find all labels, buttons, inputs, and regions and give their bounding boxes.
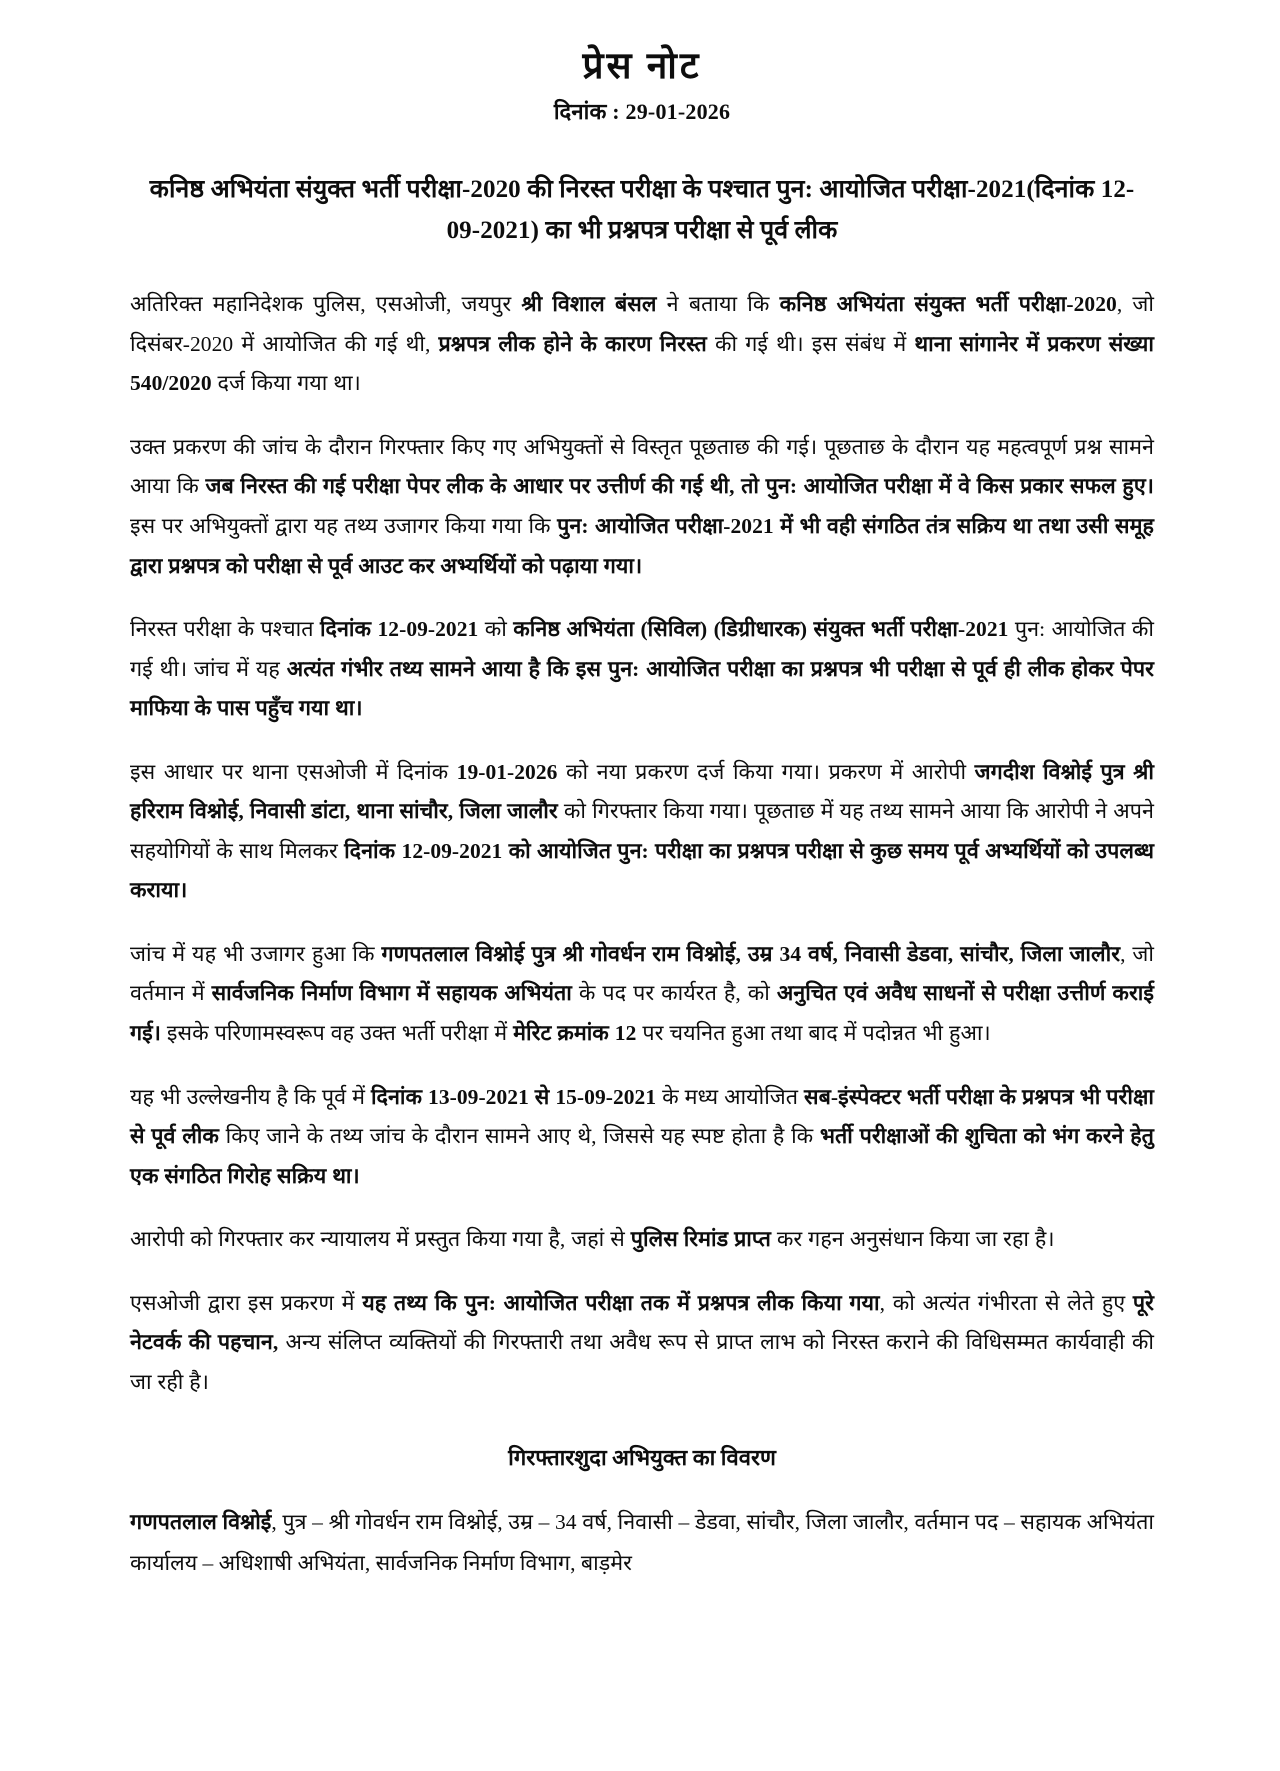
plain-text: अतिरिक्त महानिदेशक पुलिस, एसओजी, जयपुर [130, 292, 522, 317]
plain-text: यह भी उल्लेखनीय है कि पूर्व में [130, 1084, 371, 1109]
paragraph [130, 753, 1154, 911]
plain-text: , को अत्यंत गंभीरता से लेते हुए [879, 1290, 1133, 1315]
emphasis-text: थाना सांगानेर में प्रकरण संख्या 540/2020 [130, 331, 1155, 396]
emphasis-text: पुन: आयोजित परीक्षा-2021 में भी वही संगठित तंत्र सक्रिय था तथा उसी समूह द्वारा प्रश्नपत्र को परीक्षा से पूर्व आउट कर अभ्यर्थियों को पढ़ाया गया। [130, 513, 1154, 578]
emphasis-text: सार्वजनिक निर्माण विभाग में सहायक अभियंता [211, 981, 572, 1006]
emphasis-text: दिनांक 12-09-2021 को आयोजित पुन: परीक्षा का प्रश्नपत्र परीक्षा से कुछ समय पूर्व अभ्यर्थियों को उपलब्ध कराया। [130, 838, 1154, 903]
accused-details [130, 1502, 1154, 1584]
emphasis-text: जब निरस्त की गई परीक्षा पेपर लीक के आधार पर उत्तीर्ण की गई थी, तो पुन: आयोजित परीक्षा में वे किस प्रकार सफल हुए। [205, 474, 1154, 499]
plain-text: दर्ज किया गया था। [211, 371, 361, 396]
emphasis-text: गणपतलाल विश्नोई [130, 1510, 272, 1535]
plain-text: जांच में यह भी उजागर हुआ कि [130, 941, 382, 966]
emphasis-text: अत्यंत गंभीर तथ्य सामने आया है कि इस पुन: आयोजित परीक्षा का प्रश्नपत्र भी परीक्षा से पूर्व ही लीक होकर पेपर माफिया के पास पहुँच गया था। [130, 656, 1154, 721]
plain-text: को गिरफ्तार किया गया। पूछताछ में यह तथ्य सामने आया कि आरोपी ने अपने सहयोगियों के साथ मिलकर [130, 799, 1154, 863]
emphasis-text: सब-इंस्पेक्टर भर्ती परीक्षा के प्रश्नपत्र भी परीक्षा से पूर्व लीक [130, 1084, 1154, 1149]
emphasis-text: श्री विशाल बंसल [521, 292, 657, 317]
emphasis-text: कनिष्ठ अभियंता संयुक्त भर्ती परीक्षा-2020 [779, 292, 1117, 317]
body-paragraphs [130, 285, 1154, 1402]
emphasis-text: यह तथ्य कि पुन: आयोजित परीक्षा तक में प्रश्नपत्र लीक किया गया [362, 1290, 880, 1315]
emphasis-text: भर्ती परीक्षाओं की शुचिता को भंग करने हेतु एक संगठित गिरोह सक्रिय था। [130, 1124, 1154, 1188]
plain-text: को [478, 617, 514, 642]
paragraph [130, 1284, 1154, 1403]
plain-text: एसओजी द्वारा इस प्रकरण में [130, 1290, 363, 1315]
plain-text: किए जाने के तथ्य जांच के दौरान सामने आए थे, जिससे यह स्पष्ट होता है कि [218, 1124, 820, 1149]
emphasis-text: दिनांक 12-09-2021 [319, 617, 479, 642]
paragraph [130, 1078, 1154, 1197]
paragraph [130, 285, 1154, 404]
emphasis-text: पुलिस रिमांड प्राप्त [630, 1227, 771, 1252]
plain-text: को नया प्रकरण दर्ज किया गया। प्रकरण में आरोपी [557, 759, 975, 784]
plain-text: , जो दिसंबर-2020 में आयोजित की गई थी, [130, 292, 1154, 356]
paragraph [130, 935, 1154, 1054]
plain-text: , जो वर्तमान में [130, 941, 1155, 1006]
paragraph [130, 1220, 1154, 1260]
page-title: प्रेस नोट [582, 46, 702, 87]
emphasis-text: पूरे नेटवर्क की पहचान, [130, 1290, 1154, 1355]
plain-text: पर चयनित हुआ तथा बाद में पदोन्नत भी हुआ। [636, 1021, 991, 1045]
headline: कनिष्ठ अभियंता संयुक्त भर्ती परीक्षा-2020 की निरस्त परीक्षा के पश्चात पुन: आयोजित परीक्षा-2021(दिनांक 12-09-2021) का भी प्रश्नपत्र परीक्षा से पूर्व लीक [149, 176, 1135, 244]
accused-section-heading: गिरफ्तारशुदा अभियुक्त का विवरण [508, 1445, 776, 1471]
plain-text: निरस्त परीक्षा के पश्चात [130, 617, 320, 642]
plain-text: उक्त प्रकरण की जांच के दौरान गिरफ्तार किए गए अभियुक्तों से विस्तृत पूछताछ की गई। पूछताछ के दौरान यह महत्वपूर्ण प्रश्न सामने आया कि [130, 434, 1154, 499]
plain-text: के पद पर कार्यरत है, को [571, 981, 777, 1006]
emphasis-text: दिनांक 13-09-2021 से 15-09-2021 [370, 1084, 657, 1109]
plain-text: अन्य संलिप्त व्यक्तियों की गिरफ्तारी तथा अवैध रूप से प्राप्त लाभ को निरस्त कराने की विधिसम्मत कार्यवाही की जा रही है। [130, 1330, 1155, 1394]
emphasis-text: 19-01-2026 [456, 759, 558, 784]
plain-text: इसके परिणामस्वरूप वह उक्त भर्ती परीक्षा में [160, 1021, 514, 1045]
emphasis-text: प्रश्नपत्र लीक होने के कारण निरस्त [438, 331, 707, 356]
paragraph [130, 610, 1154, 729]
plain-text: आरोपी को गिरफ्तार कर न्यायालय में प्रस्तुत किया गया है, जहां से [130, 1227, 631, 1252]
plain-text: ने बताया कि [656, 292, 780, 317]
plain-text: , पुत्र – श्री गोवर्धन राम विश्नोई, उम्र – 34 वर्ष, निवासी – डेडवा, सांचौर, जिला जालौर, वर्तमान पद – सहायक अभियंता कार्यालय – अधिशाषी अभियंता, सार्वजनिक निर्माण विभाग, बाड़मेर [130, 1510, 1155, 1576]
plain-text: पुन: आयोजित की गई थी। जांच में यह [130, 617, 1155, 681]
emphasis-text: गणपतलाल विश्नोई पुत्र श्री गोवर्धन राम विश्नोई, उम्र 34 वर्ष, निवासी डेडवा, सांचौर, जिला जालौर [381, 941, 1121, 966]
plain-text: की गई थी। इस संबंध में [706, 331, 915, 356]
paragraph [130, 428, 1154, 586]
emphasis-text: जगदीश विश्नोई पुत्र श्री हरिराम विश्नोई, निवासी डांटा, थाना सांचौर, जिला जालौर [130, 759, 1154, 824]
accused-entry [130, 1502, 1154, 1584]
document-date: दिनांक : 29-01-2026 [553, 99, 731, 125]
plain-text: कर गहन अनुसंधान किया जा रहा है। [770, 1227, 1055, 1252]
plain-text: इस पर अभियुक्तों द्वारा यह तथ्य उजागर किया गया कि [130, 513, 558, 538]
emphasis-text: मेरिट क्रमांक 12 [513, 1021, 637, 1045]
plain-text: के मध्य आयोजित [656, 1084, 805, 1109]
plain-text: इस आधार पर थाना एसओजी में दिनांक [130, 759, 457, 784]
emphasis-text: कनिष्ठ अभियंता (सिविल) (डिग्रीधारक) संयुक्त भर्ती परीक्षा-2021 [513, 617, 1009, 642]
emphasis-text: अनुचित एवं अवैध साधनों से परीक्षा उत्तीर्ण कराई गई। [130, 981, 1154, 1045]
